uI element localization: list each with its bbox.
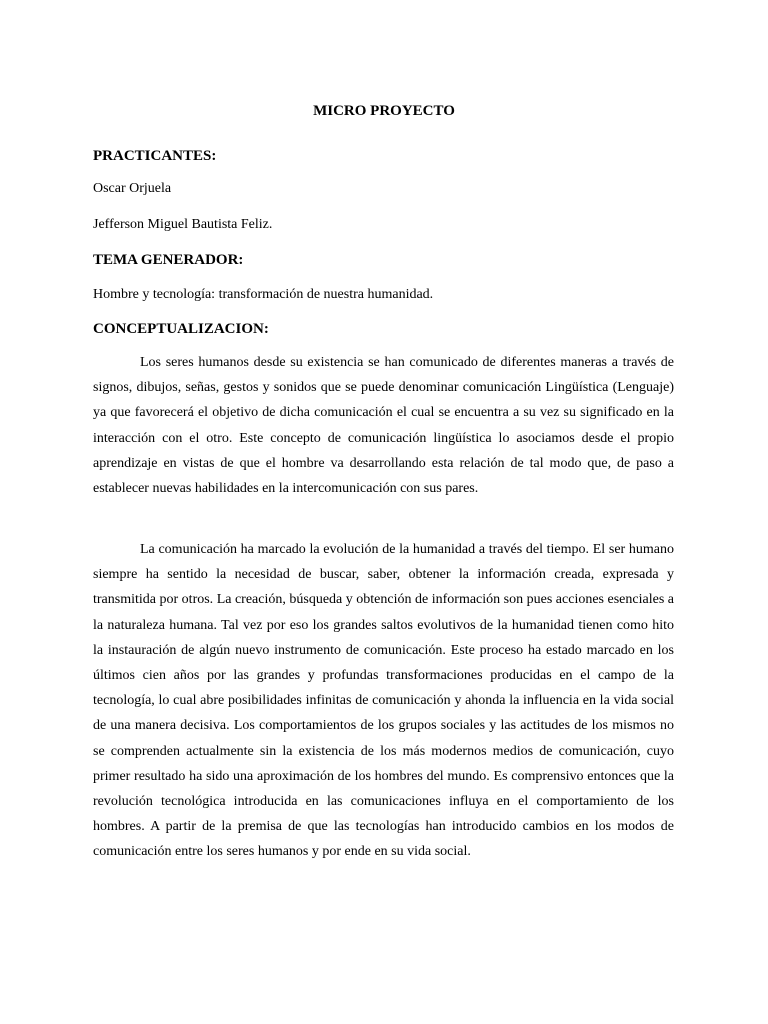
paragraph-text: La comunicación ha marcado la evolución de la humanidad a través del tiempo. El ser humano siempre ha sentido la necesidad de buscar, saber, obtener la información creada, expresada y transmitida por otros. La creación, búsqueda y obtención de información son pues acciones esenciales a la naturaleza humana. Tal vez por eso los grandes saltos evolutivos de la humanidad tienen como hito la instauración de algún nuevo instrumento de comunicación. Este proceso ha estado marcado en los últimos cien años por las grandes y profundas transformaciones producidas en el campo de la tecnología, lo cual abre posibilidades infinitas de comunicación y ahonda la influencia en la vida social de una manera decisiva. Los comportamientos de los grupos sociales y las actitudes de los mismos no se comprenden actualmente sin la existencia de los más modernos medios de comunicación, cuyo primer resultado ha sido una aproximación de los hombres del mundo. Es comprensivo entonces que la revolución tecnológica introducida en las comunicaciones influya en el comportamiento de los hombres. A partir de la premisa de que las tecnologías han introducido cambios en los modos de comunicación entre los seres humanos y por ende en su vida social. bbox=[93, 542, 674, 860]
tema-generador-heading: TEMA GENERADOR: bbox=[93, 252, 244, 268]
conceptualizacion-paragraph bbox=[93, 537, 674, 865]
practicante-name: Jefferson Miguel Bautista Feliz. bbox=[93, 217, 273, 232]
practicante-name: Oscar Orjuela bbox=[93, 181, 172, 196]
conceptualizacion-paragraph bbox=[93, 350, 674, 501]
conceptualizacion-heading: CONCEPTUALIZACION: bbox=[93, 321, 269, 337]
paragraph-text: Los seres humanos desde su existencia se han comunicado de diferentes maneras a través de signos, dibujos, señas, gestos y sonidos que se puede denominar comunicación Lingüística (Lenguaje) ya que favorecerá el objetivo de dicha comunicación el cual se encuentra a su vez su significado en la interacción con el otro. Este concepto de comunicación lingüística lo asociamos desde el propio aprendizaje en vistas de que el hombre va desarrollando esta relación de tal modo que, de paso a establecer nuevas habilidades en la intercomunicación con sus pares. bbox=[93, 355, 674, 497]
tema-generador-text: Hombre y tecnología: transformación de nuestra humanidad. bbox=[93, 287, 434, 302]
document-title: MICRO PROYECTO bbox=[313, 103, 455, 119]
practicantes-heading: PRACTICANTES: bbox=[93, 148, 217, 164]
